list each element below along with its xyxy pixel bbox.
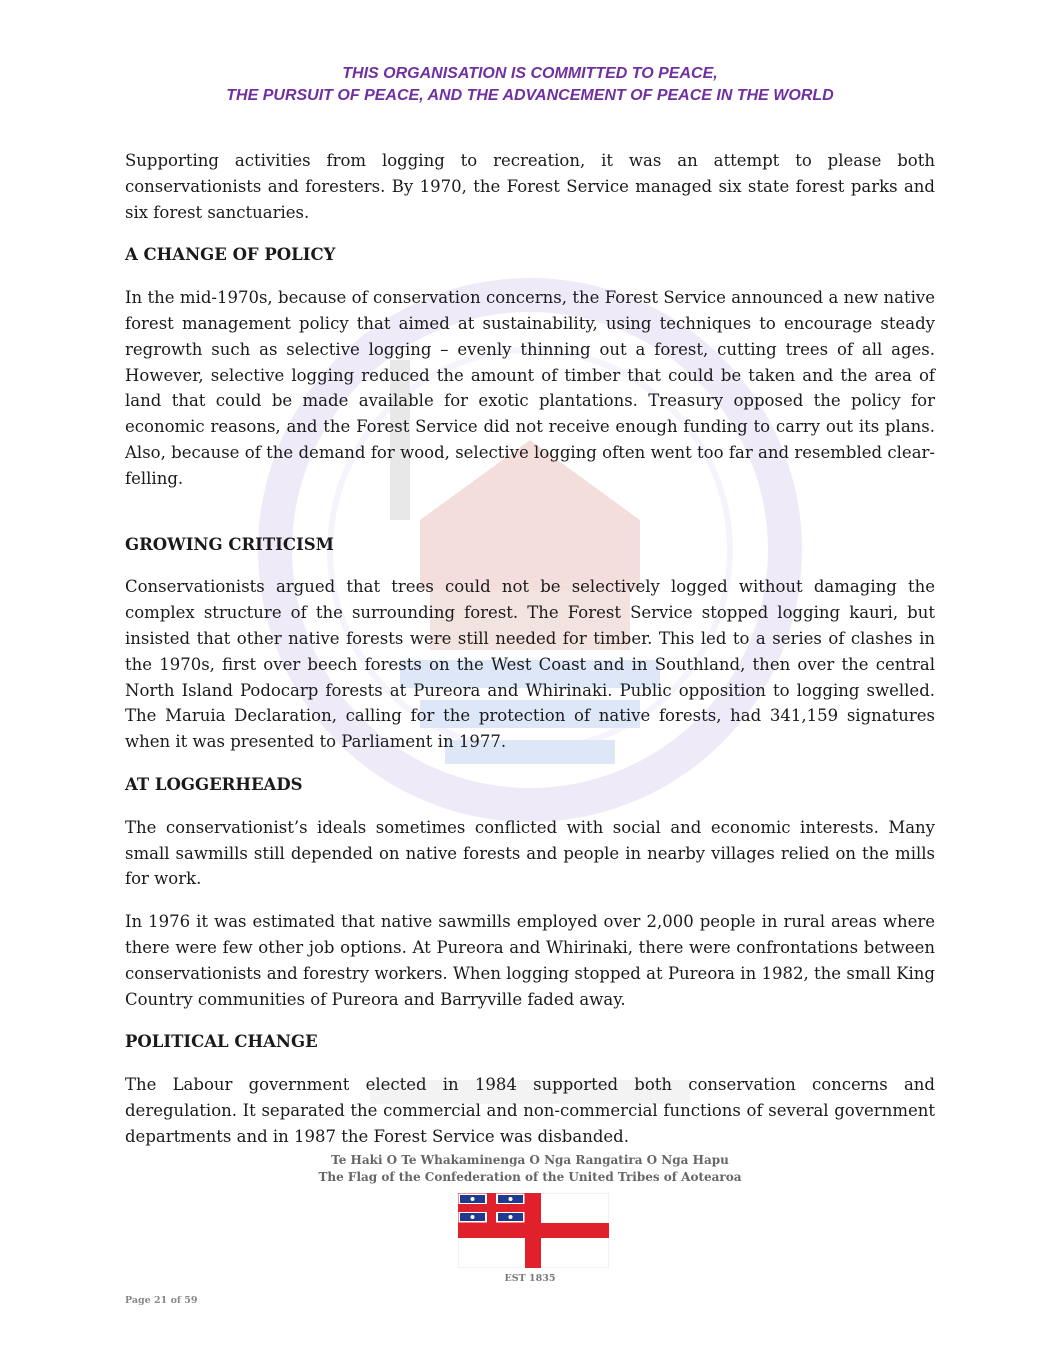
criticism-paragraph: Conservationists argued that trees could not be selectively logged without damaging the complex structure of the surrounding forest. The Forest Service stopped logging kauri, but insisted that other native forests were still needed for timber. This led to a series of clashes in the 1970s, first over beech forests on the West Coast and in Southland, then over the central North Island Podocarp forests at Pureora and Whirinaki. Public opposition to logging swelled. The Maruia Declaration, calling for the protection of native forests, had 341,159 signatures when it was presented to Parliament in 1977.	[125, 577, 935, 752]
document-body	[125, 148, 935, 1167]
footer-caption	[0, 1152, 1060, 1186]
spacer	[125, 509, 935, 532]
header-line-1: THIS ORGANISATION IS COMMITTED TO PEACE,	[342, 65, 718, 82]
header-line-2: THE PURSUIT OF PEACE, AND THE ADVANCEMENT OF PEACE IN THE WORLD	[226, 87, 834, 104]
political-paragraph: The Labour government elected in 1984 supported both conservation concerns and deregulation. It separated the commercial and non-commercial functions of several government departments and in 1987 the Forest Service was disbanded.	[125, 1075, 935, 1146]
section-heading-policy: A CHANGE OF POLICY	[125, 245, 336, 265]
intro-paragraph: Supporting activities from logging to recreation, it was an attempt to please both conservationists and foresters. By 1970, the Forest Service managed six state forest parks and six forest sanctuaries.	[125, 151, 935, 222]
section-heading-political: POLITICAL CHANGE	[125, 1032, 318, 1052]
footer-line-2: The Flag of the Confederation of the United Tribes of Aotearoa	[318, 1170, 742, 1184]
page-number: Page 21 of 59	[125, 1295, 198, 1306]
page-header	[0, 63, 1060, 107]
confederation-flag-image	[458, 1193, 609, 1268]
section-heading-loggerheads: AT LOGGERHEADS	[125, 774, 303, 794]
policy-paragraph: In the mid-1970s, because of conservation concerns, the Forest Service announced a new native forest management policy that aimed at sustainability, using techniques to encourage steady regrowth such as selective logging – evenly thinning out a forest, cutting trees of all ages. However, selective logging reduced the amount of timber that could be taken and the area of land that could be made available for exotic plantations. Treasury opposed the policy for economic reasons, and the Forest Service did not receive enough funding to carry out its plans. Also, because of the demand for wood, selective logging often went too far and resembled clear-felling.	[125, 288, 935, 488]
section-heading-criticism: GROWING CRITICISM	[125, 534, 334, 554]
footer-line-1: Te Haki O Te Whakaminenga O Nga Rangatira O Nga Hapu	[331, 1153, 729, 1167]
established-label: EST 1835	[504, 1273, 556, 1284]
loggerheads-paragraph-1: The conservationist’s ideals sometimes conflicted with social and economic interests. Many small sawmills still depended on native forests and people in nearby villages relied on the mills for work.	[125, 817, 935, 889]
loggerheads-paragraph-2: In 1976 it was estimated that native sawmills employed over 2,000 people in rural areas where there were few other job options. At Pureora and Whirinaki, there were confrontations between conservationists and forestry workers. When logging stopped at Pureora in 1982, the small King Country communities of Pureora and Barryville faded away.	[125, 912, 935, 1009]
